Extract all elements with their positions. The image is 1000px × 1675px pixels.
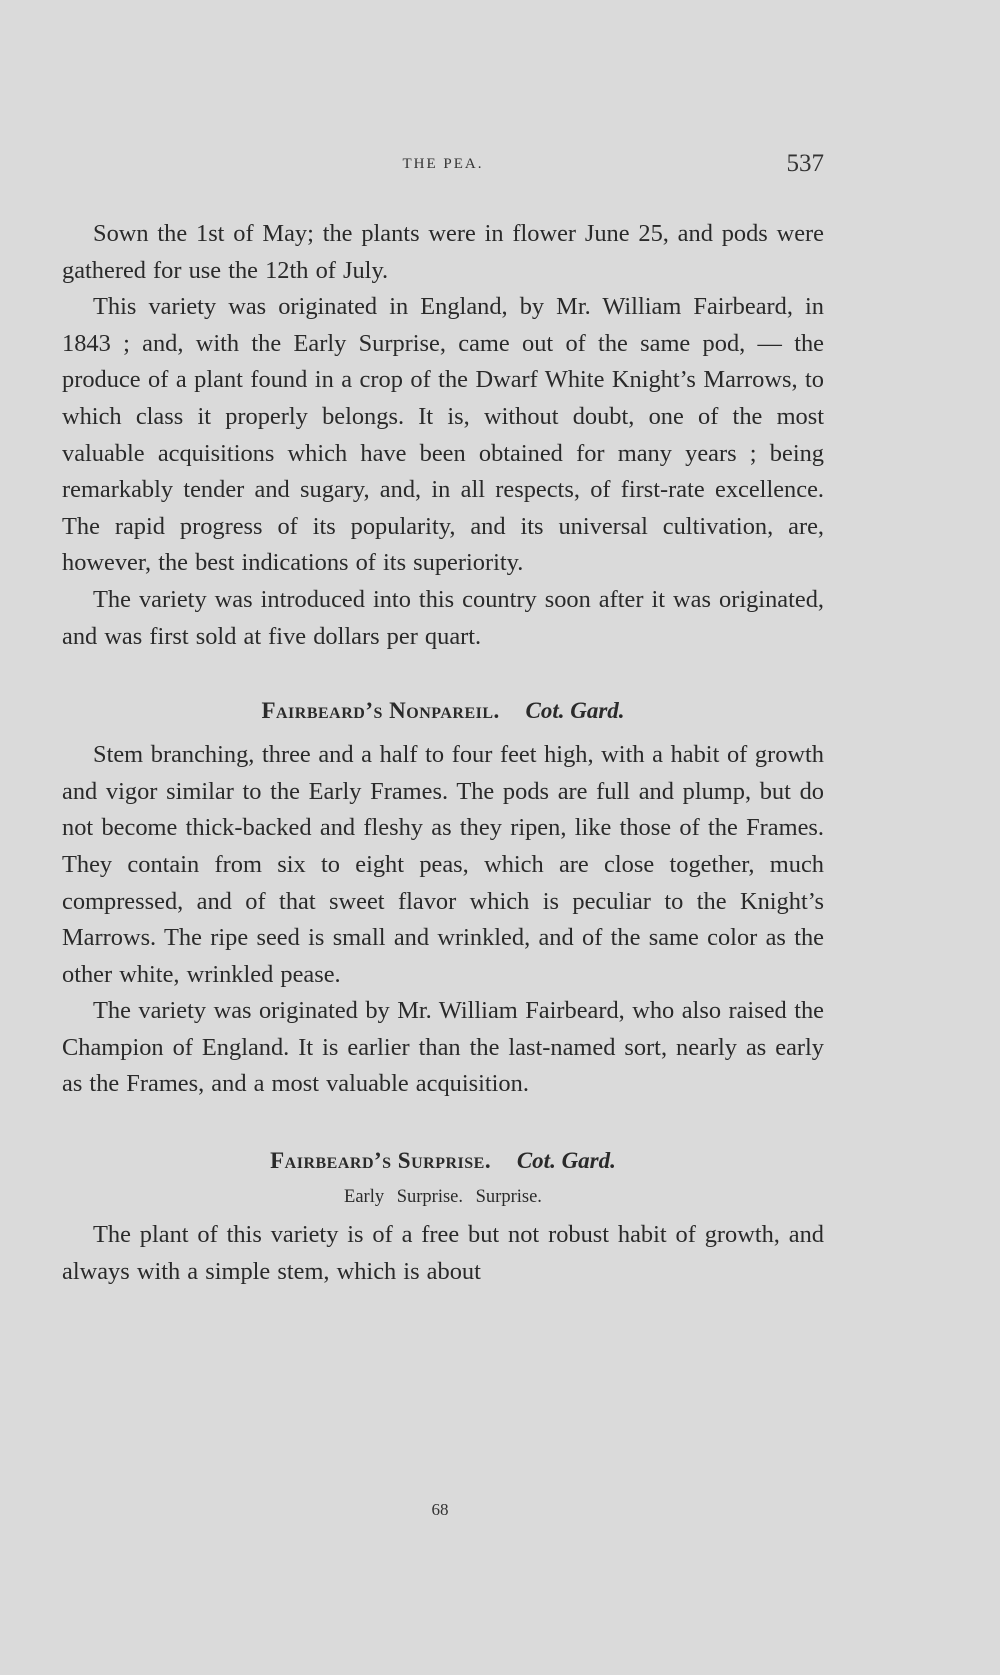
page-body xyxy=(62,216,824,1290)
signature-mark: 68 xyxy=(431,1500,449,1519)
paragraph: The plant of this variety is of a free but not robust habit of growth, and always with a simple stem, which is about xyxy=(62,1221,824,1285)
running-title: THE PEA. xyxy=(402,156,484,172)
section-continuation xyxy=(62,216,824,655)
page-number: 537 xyxy=(786,150,824,177)
paragraph: Stem branching, three and a half to four feet high, with a habit of growth and vigor similar to the Early Frames. The pods are full and plump, but do not become thick-backed and fleshy as they ripen, like those of the Frames. They contain from six to eight peas, which are close together, much compressed, and of that sweet flavor which is peculiar to the Knight’s Marrows. The ripe seed is small and wrinkled, and of the same color as the other white, wrinkled pease. xyxy=(62,741,824,988)
section-heading xyxy=(62,693,824,729)
variety-name: Fairbeard’s Surprise. xyxy=(270,1148,492,1174)
section-fairbeards-surprise xyxy=(62,1143,824,1290)
paragraph: The variety was introduced into this country soon after it was originated, and was first sold at five dollars per quart. xyxy=(62,585,824,650)
paragraph: Sown the 1st of May; the plants were in flower June 25, and pods were gathered for use the 12th of July. xyxy=(62,220,824,284)
reference-citation: Cot. Gard. xyxy=(525,698,625,724)
paragraph: The variety was originated by Mr. William Fairbeard, who also raised the Champion of England. It is earlier than the last-named sort, nearly as early as the Frames, and a most valuable acquisition. xyxy=(62,997,824,1098)
section-fairbeards-nonpareil xyxy=(62,693,824,1103)
section-heading xyxy=(62,1143,824,1179)
running-head xyxy=(62,150,824,180)
reference-citation: Cot. Gard. xyxy=(516,1148,616,1174)
synonyms: Early Surprise. Surprise. xyxy=(344,1187,542,1208)
variety-name: Fairbeard’s Nonpareil. xyxy=(261,698,500,724)
paragraph: This variety was originated in England, by Mr. William Fairbeard, in 1843 ; and, with the Early Surprise, came out of the same pod, — the produce of a plant found in a crop of the Dwarf White Knight’s Marrows, to which class it properly belongs. It is, without doubt, one of the most valuable acquisitions which have been obtained for many years ; being remarkably tender and sugary, and, in all respects, of first-rate excellence. The rapid progress of its popularity, and its universal cultivation, are, however, the best indications of its superiority. xyxy=(62,293,824,577)
